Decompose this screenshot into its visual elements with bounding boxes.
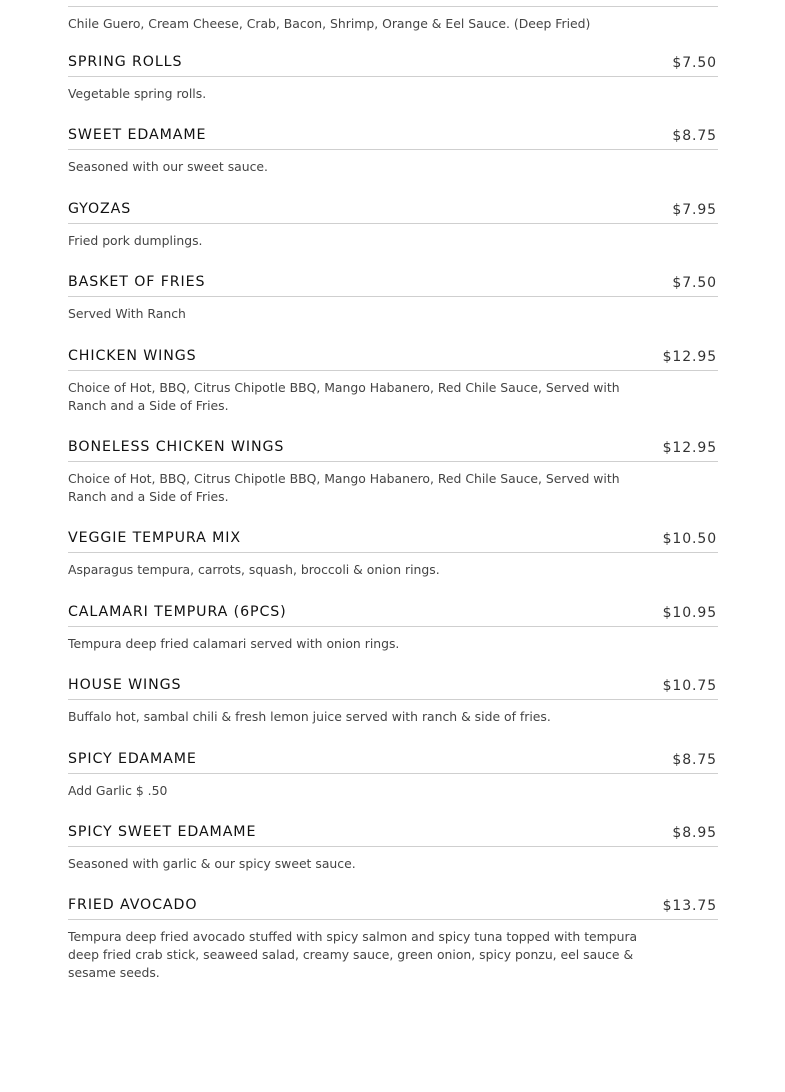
item-price: $8.95 [672,825,717,841]
item-name: GYOZAS [68,201,132,217]
item-header [68,749,718,774]
item-header [68,895,718,920]
item-header [68,346,718,371]
item-price: $10.50 [662,531,717,547]
item-price: $7.50 [672,275,717,291]
menu-item-calamari-tempura [68,602,718,653]
item-description: Choice of Hot, BBQ, Citrus Chipotle BBQ, Mango Habanero, Red Chile Sauce, Served with Ranch and a Side of Fries. [68,471,620,504]
item-name: FRIED AVOCADO [68,897,198,913]
menu-item-chicken-wings [68,346,718,415]
item-description: Choice of Hot, BBQ, Citrus Chipotle BBQ, Mango Habanero, Red Chile Sauce, Served with Ranch and a Side of Fries. [68,380,620,413]
item-header [68,125,718,150]
item-header [68,528,718,553]
item-description: Buffalo hot, sambal chili & fresh lemon juice served with ranch & side of fries. [68,709,551,724]
menu-item-fried-avocado [68,895,718,982]
item-header [68,675,718,700]
item-name: SPRING ROLLS [68,54,183,70]
item-price: $13.75 [662,898,717,914]
item-header [68,602,718,627]
item-name: SPICY SWEET EDAMAME [68,824,257,840]
item-name: BASKET OF FRIES [68,274,206,290]
item-description: Tempura deep fried avocado stuffed with spicy salmon and spicy tuna topped with tempura deep fried crab stick, seaweed salad, creamy sauce, green onion, spicy ponzu, eel sauce & sesame seeds. [68,929,638,980]
menu-item-house-wings [68,675,718,726]
item-price: $12.95 [662,440,717,456]
item-description: Served With Ranch [68,306,186,321]
item-description: Add Garlic $ .50 [68,783,168,798]
menu-item-basket-of-fries [68,272,718,323]
menu-item-spring-rolls [68,52,718,103]
item-header [68,437,718,462]
item-description: Chile Guero, Cream Cheese, Crab, Bacon, Shrimp, Orange & Eel Sauce. (Deep Fried) [68,16,591,31]
item-header [68,52,718,77]
menu-item-sweet-edamame [68,125,718,176]
item-header [68,822,718,847]
menu-item-spicy-sweet-edamame [68,822,718,873]
item-price: $10.95 [662,605,717,621]
item-name: HOUSE WINGS [68,677,182,693]
item-description: Vegetable spring rolls. [68,86,207,101]
menu-item-gyozas [68,199,718,250]
item-name: SPICY EDAMAME [68,751,197,767]
divider [68,6,718,7]
item-price: $7.50 [672,55,717,71]
item-header [68,272,718,297]
item-description: Seasoned with garlic & our spicy sweet sauce. [68,856,356,871]
item-price: $8.75 [672,128,717,144]
item-description: Tempura deep fried calamari served with onion rings. [68,636,400,651]
menu-item-boneless-chicken-wings [68,437,718,506]
menu-item-spicy-edamame [68,749,718,800]
item-price: $10.75 [662,678,717,694]
item-description: Fried pork dumplings. [68,233,203,248]
item-price: $8.75 [672,752,717,768]
menu-item-veggie-tempura-mix [68,528,718,579]
item-name: CALAMARI TEMPURA (6PCS) [68,604,287,620]
item-name: BONELESS CHICKEN WINGS [68,439,285,455]
item-name: VEGGIE TEMPURA MIX [68,530,241,546]
item-name: SWEET EDAMAME [68,127,207,143]
item-description: Asparagus tempura, carrots, squash, broccoli & onion rings. [68,562,440,577]
item-header [68,199,718,224]
item-price: $7.95 [672,202,717,218]
item-name: CHICKEN WINGS [68,348,197,364]
item-price: $12.95 [662,349,717,365]
item-description: Seasoned with our sweet sauce. [68,159,268,174]
